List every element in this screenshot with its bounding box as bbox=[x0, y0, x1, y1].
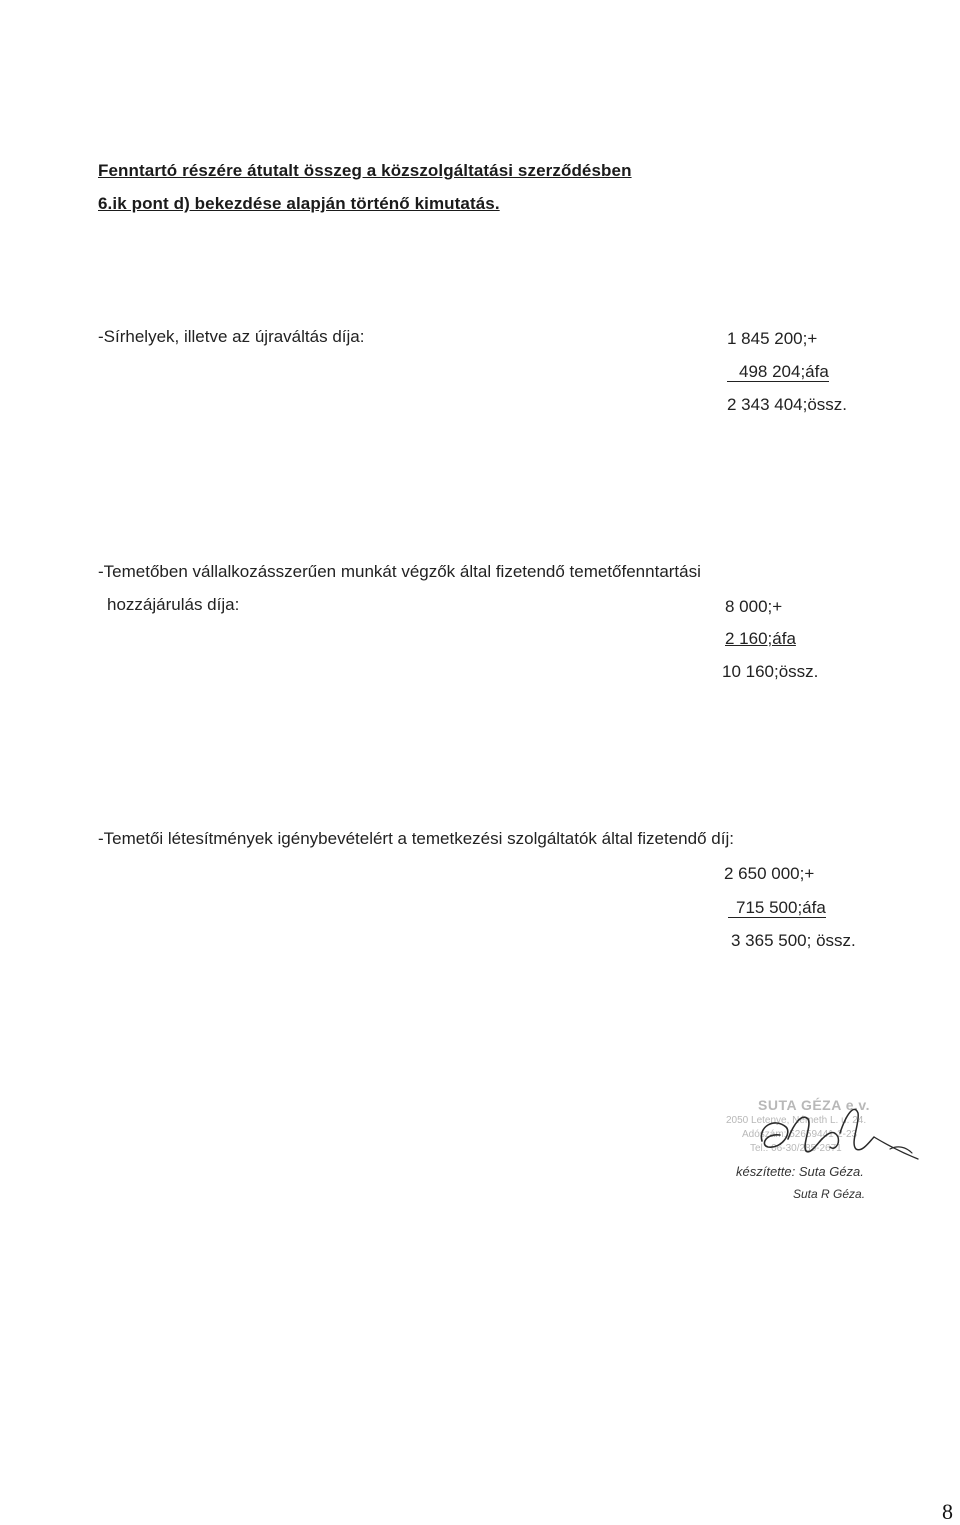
section-1-vat-value: 498 204;áfa bbox=[727, 362, 829, 382]
stamp-phone: Tel.: 06-30/285-2671 bbox=[750, 1143, 842, 1154]
section-1-total-amount: 2 343 404;össz. bbox=[727, 395, 848, 414]
section-2-label-line2: hozzájárulás díja: bbox=[107, 595, 240, 614]
document-title-line1: Fenntartó részére átutalt összeg a közszolgáltatási szerződésben bbox=[98, 161, 632, 180]
handwritten-signature bbox=[722, 1093, 922, 1165]
page-number: 8 bbox=[942, 1499, 953, 1524]
section-1-vat-amount bbox=[727, 362, 829, 382]
document-title-line2: 6.ik pont d) bekezdése alapján történő kimutatás. bbox=[98, 194, 500, 213]
signer-name: Suta R Géza. bbox=[793, 1187, 866, 1201]
section-3-vat-amount bbox=[728, 898, 826, 918]
section-1-label: -Sírhelyek, illetve az újraváltás díja: bbox=[98, 327, 365, 346]
section-1-net-amount: 1 845 200;+ bbox=[727, 329, 818, 348]
stamp-tax-number: Adószám: 52659441-2-23 bbox=[742, 1129, 858, 1140]
section-3-net-amount: 2 650 000;+ bbox=[724, 864, 815, 883]
section-2-total-amount: 10 160;össz. bbox=[722, 662, 819, 681]
section-3-vat-value: 715 500;áfa bbox=[728, 898, 826, 918]
prepared-by: készítette: Suta Géza. bbox=[736, 1164, 864, 1179]
section-3-total-amount: 3 365 500; össz. bbox=[731, 931, 856, 950]
stamp-company-name: SUTA GÉZA e.v. bbox=[758, 1097, 871, 1113]
company-stamp bbox=[722, 1093, 922, 1165]
section-3-label: -Temetői létesítmények igénybevételért a temetkezési szolgáltatók által fizetendő díj: bbox=[98, 829, 734, 848]
stamp-address: 2050 Letenye, Németh L. u. 24. bbox=[726, 1115, 867, 1126]
section-2-net-amount: 8 000;+ bbox=[725, 597, 783, 616]
section-2-label-line1: -Temetőben vállalkozásszerűen munkát végzők által fizetendő temetőfenntartási bbox=[98, 562, 701, 581]
section-2-vat-amount: 2 160;áfa bbox=[725, 629, 796, 648]
